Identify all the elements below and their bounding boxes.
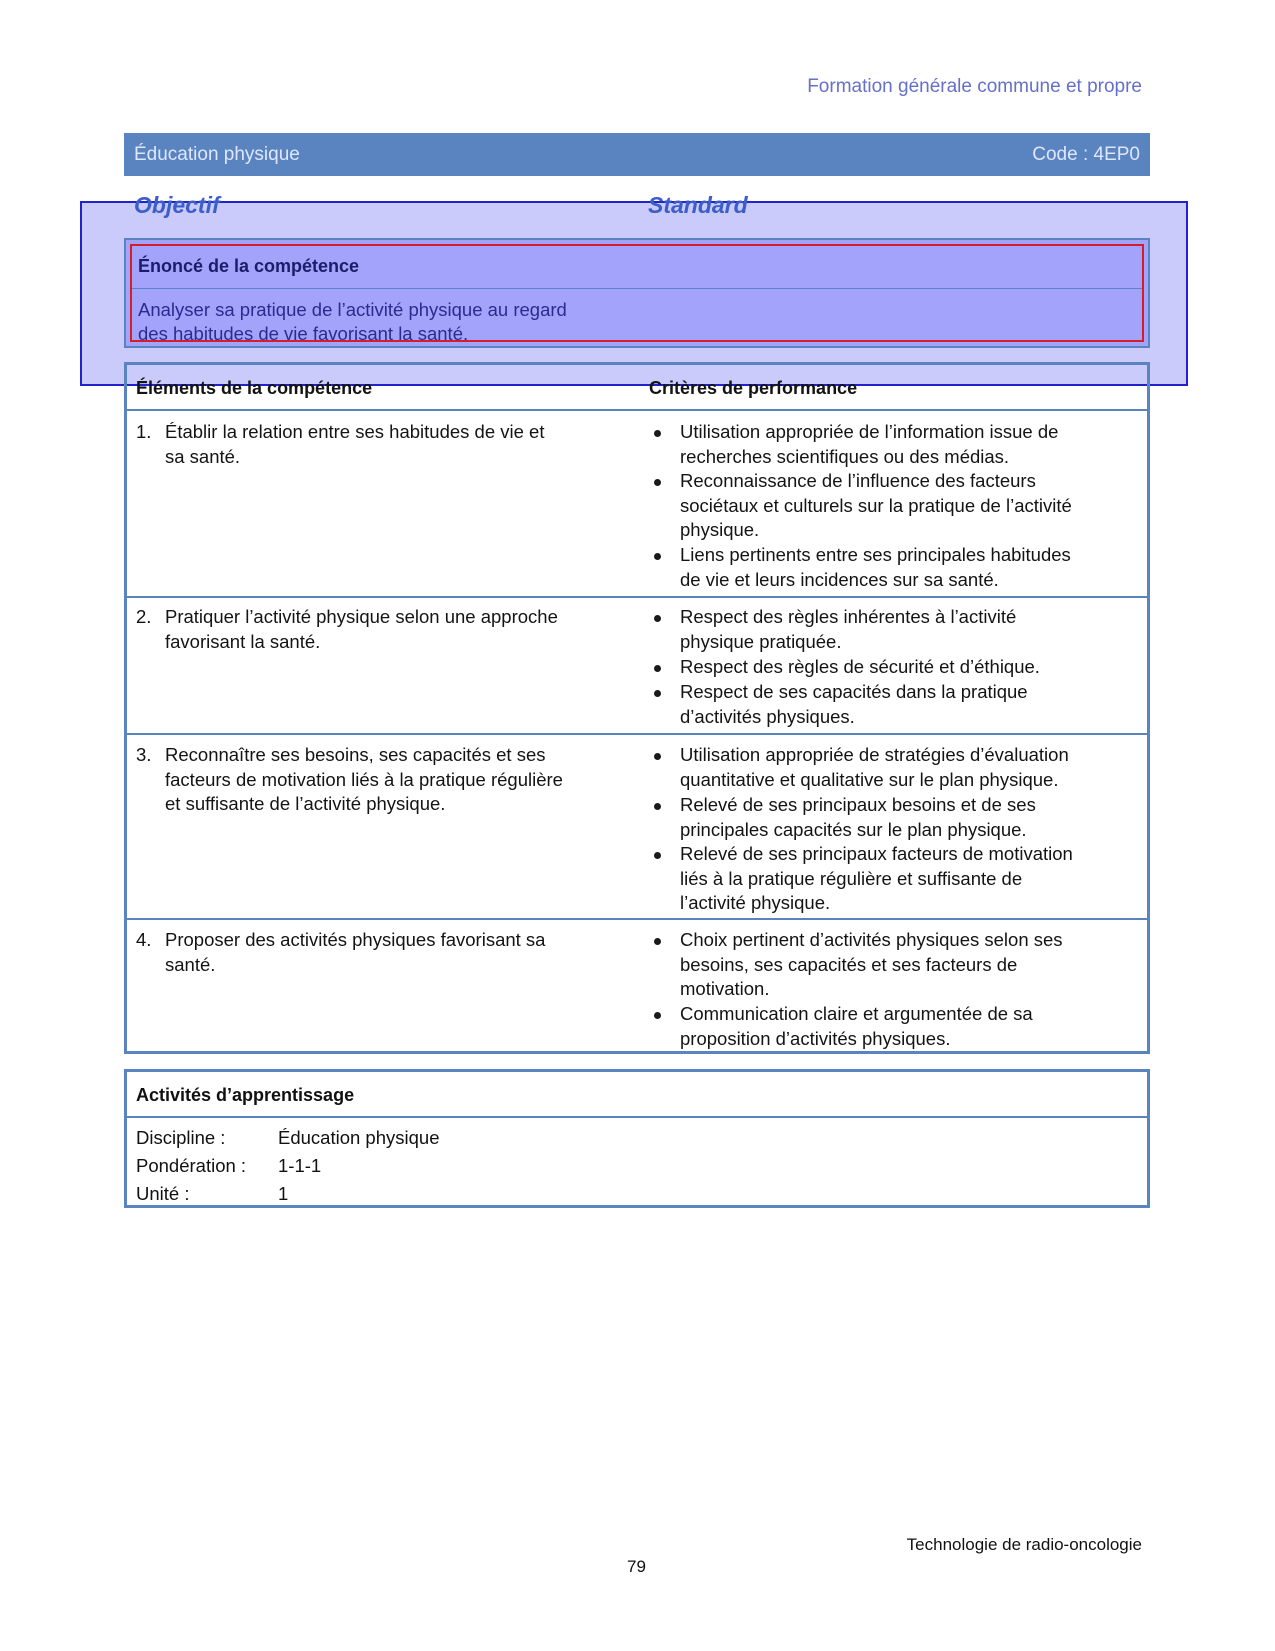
criterion-line: Reconnaissance de l’influence des facteurs <box>680 470 1036 491</box>
criterion-line: proposition d’activités physiques. <box>680 1027 951 1049</box>
criterion <box>680 793 1036 842</box>
criterion-line: de vie et leurs incidences sur sa santé. <box>680 568 999 590</box>
element-line: et suffisante de l’activité physique. <box>165 793 446 814</box>
element-number: 3. <box>136 744 152 765</box>
row-divider <box>127 733 1147 735</box>
row-divider <box>127 596 1147 598</box>
criterion-line: Relevé de ses principaux besoins et de ses <box>680 794 1036 815</box>
course-code: Code : 4EP0 <box>1032 143 1140 165</box>
criterion-line: principales capacités sur le plan physique. <box>680 818 1027 840</box>
element-line: Proposer des activités physiques favorisant sa <box>165 929 546 950</box>
unite-label: Unité : <box>136 1183 190 1204</box>
criterion-line: recherches scientifiques ou des médias. <box>680 445 1010 467</box>
discipline-row <box>136 1127 440 1149</box>
bullet-icon <box>654 1012 661 1019</box>
bullet-icon <box>654 753 661 760</box>
course-title: Éducation physique <box>134 143 300 165</box>
criterion-line: Utilisation appropriée de stratégies d’évaluation <box>680 744 1069 765</box>
running-header: Formation générale commune et propre <box>807 76 1142 97</box>
element-number: 4. <box>136 929 152 950</box>
element-text <box>165 743 563 817</box>
criterion-line: Relevé de ses principaux facteurs de motivation <box>680 843 1073 864</box>
criterion-line: d’activités physiques. <box>680 705 855 727</box>
unite-row <box>136 1183 289 1205</box>
element-text <box>165 605 558 654</box>
bullet-icon <box>654 803 661 810</box>
ponderation-label: Pondération : <box>136 1155 247 1176</box>
divider <box>127 1116 1147 1118</box>
criterion-line: Utilisation appropriée de l’information issue de <box>680 421 1059 442</box>
bullet-icon <box>654 938 661 945</box>
criteria-column-header: Critères de performance <box>649 378 858 398</box>
element-text <box>165 928 545 977</box>
competence-statement-highlight <box>130 244 1144 342</box>
standard-heading: Standard <box>648 192 748 218</box>
criterion <box>680 655 1040 680</box>
element-line: sa santé. <box>165 445 241 467</box>
bullet-icon <box>654 690 661 697</box>
divider <box>132 288 1142 289</box>
objectif-heading: Objectif <box>134 192 220 218</box>
bullet-icon <box>654 430 661 437</box>
criterion-line: Liens pertinents entre ses principales habitudes <box>680 544 1071 565</box>
criterion <box>680 543 1071 592</box>
element-number: 1. <box>136 421 152 442</box>
bullet-icon <box>654 852 661 859</box>
criterion-line: sociétaux et culturels sur la pratique de l’activité <box>680 494 1072 516</box>
element-number: 2. <box>136 606 152 627</box>
competence-statement-title: Énoncé de la compétence <box>138 256 360 276</box>
element-line: Pratiquer l’activité physique selon une approche <box>165 606 558 627</box>
elements-criteria-table <box>124 362 1150 1054</box>
criterion <box>680 680 1028 729</box>
criterion <box>680 605 1016 654</box>
criterion-line: Respect des règles inhérentes à l’activité <box>680 606 1017 627</box>
learning-activities-box <box>124 1069 1150 1208</box>
ponderation-row <box>136 1155 322 1177</box>
element-line: favorisant la santé. <box>165 630 321 652</box>
competence-statement-box <box>124 238 1150 348</box>
criterion <box>680 420 1058 469</box>
discipline-label: Discipline : <box>136 1127 226 1148</box>
program-footer: Technologie de radio-oncologie <box>906 1535 1142 1554</box>
criterion <box>680 469 1072 543</box>
competence-statement-text <box>138 298 567 346</box>
criterion-line: liés à la pratique régulière et suffisante de <box>680 867 1023 889</box>
row-divider <box>127 918 1147 920</box>
bullet-icon <box>654 479 661 486</box>
ponderation-value: 1-1-1 <box>278 1155 322 1176</box>
element-text <box>165 420 544 469</box>
criterion <box>680 928 1063 1002</box>
criterion-line: physique. <box>680 519 760 540</box>
page-number: 79 <box>627 1557 646 1576</box>
unite-value: 1 <box>278 1183 289 1204</box>
element-line: santé. <box>165 953 216 975</box>
criterion <box>680 1002 1033 1051</box>
criterion-line: Respect de ses capacités dans la pratique <box>680 681 1028 702</box>
elements-column-header: Éléments de la compétence <box>136 378 373 398</box>
table-divider <box>127 409 1147 411</box>
criterion-line: Choix pertinent d’activités physiques selon ses <box>680 929 1063 950</box>
competence-line: Analyser sa pratique de l’activité physique au regard <box>138 299 567 320</box>
criterion-line: Communication claire et argumentée de sa <box>680 1003 1033 1024</box>
criterion-line: physique pratiquée. <box>680 630 842 652</box>
criterion-line: Respect des règles de sécurité et d’éthique. <box>680 656 1040 677</box>
criterion-line: l’activité physique. <box>680 892 831 913</box>
element-line: Établir la relation entre ses habitudes de vie et <box>165 421 545 442</box>
discipline-value: Éducation physique <box>278 1127 440 1148</box>
subject-bar <box>124 133 1150 176</box>
bullet-icon <box>654 665 661 672</box>
criterion-line: besoins, ses capacités et ses facteurs de <box>680 953 1018 975</box>
learning-activities-title: Activités d’apprentissage <box>136 1085 355 1105</box>
competence-line: des habitudes de vie favorisant la santé. <box>138 323 469 344</box>
criterion <box>680 743 1069 792</box>
bullet-icon <box>654 615 661 622</box>
element-line: Reconnaître ses besoins, ses capacités et ses <box>165 744 546 765</box>
element-line: facteurs de motivation liés à la pratique régulière <box>165 768 563 790</box>
criterion-line: quantitative et qualitative sur le plan physique. <box>680 768 1059 790</box>
bullet-icon <box>654 553 661 560</box>
criterion-line: motivation. <box>680 978 770 999</box>
criterion <box>680 842 1073 916</box>
